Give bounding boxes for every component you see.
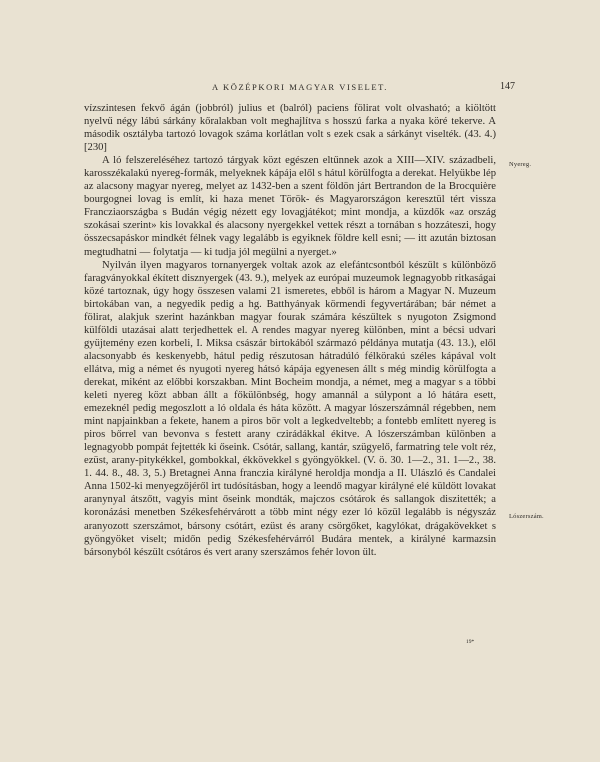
signature-mark: 19* bbox=[466, 639, 475, 645]
running-title: A KÖZÉPKORI MAGYAR VISELET. bbox=[211, 82, 389, 92]
paragraph-saddle: A ló felszereléséhez tartozó tárgyak közt egészen eltűnnek azok a XIII—XIV. századbeli, karosszékalakú nyereg-formák, melyeknek kápája elől s hátul körülfogta a derekat. Helyükbe lép az alacsony magyar nyereg, melyet az 1432-ben a szent földön járt Bertrandon de la Brocquière bourgognei lovag is említ, ki haza menet Török- és Magyarországon keresztül tért vissza Francziaországba s Budán végig nézett egy lovagjátékot; mint mondja, a küzdők «az ország szokásai szerint» kis lovakkal és alacsony nyergekkel vettek részt a tornában s hozzáteszi, hogy összecsapáskor mindkét félnek vagy legalább is egyiknek földre kell esni; — itt azután biztosan megtudhatni — folytatja — ki tudja jól megülni a nyerget.» bbox=[84, 155, 496, 258]
paragraph-continued: vízszintesen fekvő ágán (jobbról) julius et (balról) paciens fölirat volt olvasható; a kiöltött nyelvű négy lábú sárkány kőralakban volt meghajlítva s hosszú farka a nyaka köré tekerve. A második osztályba tartozó lovagok száma korlátlan volt s ezek csak a sárkányt viselték. (43. 4.)[230] bbox=[84, 103, 496, 154]
sidenote-loszerszam: Lószerszám. bbox=[509, 513, 544, 520]
paragraph-tournament-saddles: Nyilván ilyen magyaros tornanyergek voltak azok az elefántcsontból készült s különböző faragványokkal ékített disznyergek (43. 9.), melyek az európai muzeumok legnagyobb ritkaságai közé tartoznak, úgy hogy összesen valami 21 ismeretes, ebből is három a Magyar N. Muzeum birtokában van, a negyedik pedig a hg. Batthyányak körmendi fegyvertárában; bár német a fölirat, alakjuk szerint hazánkban magyar fourak számára készültek s nyugoton Zsigmond külföldi utazásai alatt terjedhettek el. A rendes magyar nyereg különben, mint a bécsi udvari gyüjtemény ezen korbeli, I. Miksa császár birtokából származó példánya mutatja (43. 13.), elől alacsonyabb és keskenyebb, hátul pedig részutosan hátradúló félkörakú széles kápával volt ellátva, mig a német és nyugoti nyereg hátsó kápája egyenesen állt s még mindig körülfogta a derekat, miként az előbbi korszakban. Mint Bocheim mondja, a német, meg a magyar s a többi keleti nyereg közt abban állt a főkülönbség, hogy amannál a súlypont a ló hátára esett, emezeknél pedig megoszlott a ló oldala és háta között. A magyar lószerszámnál régebben, nem mint napjainkban a fekete, hanem a piros bör volt a legkedveltebb; a fontebb említett nyereg is piros bőrrel van bevonva s festett arany czirádákkal ékitve. A lószerszámban különben a legnagyobb pompát fejtették ki őseink. Csótár, sallang, kantár, szügyelő, farmatring tele volt réz, ezüst, arany-pitykékkel, gombokkal, ékkövekkel s gyöngyökkel. (V. ö. 30. 1—2., 31. 1—2., 38. 1. 44. 8., 48. 3, 5.) Bretagnei Anna franczia királyné heroldja mondja a II. Ulászló és Candalei Anna 1502-ki menyegzőjéről irt tudósításban, hogy a leendő magyar királyné elé küldött lovakat aranynyal átszőtt, vagyis mint őseink mondták, majczos csótárok és sallangok diszitették; a koronázási menetben Székesfehérvárott a több mint négy ezer ló közül legalább is négyszáz aranyozott szerszámot, bársony csótárt, ezüst és arany csörgőket, kagylókat, drágakövekket s gyöngyöket viselt; midőn pedig Székesfehérvárról Budára mentek, a királyné karmazsin bársonyból készült csótáros és vert arany szerszámos fehér lovon ült. bbox=[84, 259, 496, 558]
body-text bbox=[84, 102, 496, 559]
running-header bbox=[0, 81, 600, 95]
sidenote-nyereg: Nyereg. bbox=[509, 161, 532, 168]
page-number: 147 bbox=[500, 81, 515, 92]
